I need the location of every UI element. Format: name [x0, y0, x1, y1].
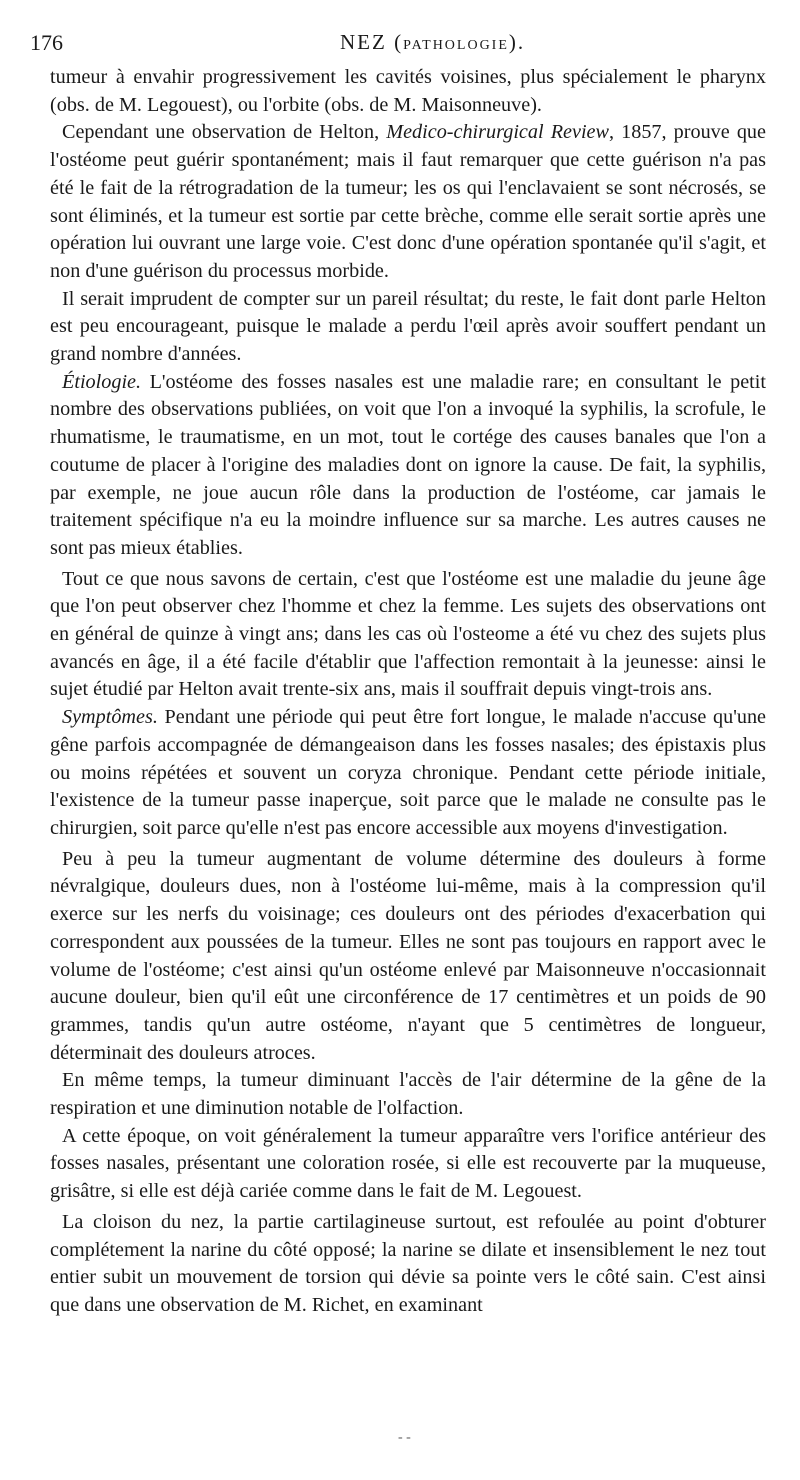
- paragraph: [50, 286, 766, 369]
- page-number: 176: [30, 30, 63, 55]
- paragraph-text: En même temps, la tumeur diminuant l'accès de l'air détermine de la gêne de la respiration et une diminution notable de l'olfaction.: [50, 1069, 766, 1120]
- paragraph-text: Pendant une période qui peut être fort longue, le malade n'accuse qu'une gêne parfois accompagnée de démangeaison dans les fosses nasales; des épistaxis plus ou moins répétées et souvent un coryza chronique. Pendant cette période initiale, l'existence de la tumeur passe inaperçue, soit parce que le malade ne consulte pas le chirurgien, soit parce qu'elle n'est pas encore accessible aux moyens d'investigation.: [50, 706, 766, 839]
- paragraph: [50, 704, 766, 843]
- italic-text: Medico-chirurgical Review: [386, 121, 609, 144]
- paragraph: [50, 1123, 766, 1206]
- italic-text: Symptômes.: [62, 706, 158, 729]
- paragraph: [50, 369, 766, 563]
- paragraph-text: Peu à peu la tumeur augmentant de volume détermine des douleurs à forme névralgique, douleurs dues, non à l'ostéome lui-même, mais à la compression qu'il exerce sur les nerfs du voisinage; ces douleurs ont des périodes d'exacerbation qui correspondent aux poussées de la tumeur. Elles ne sont pas toujours en rapport avec le volume de l'ostéome; c'est ainsi qu'un ostéome enlevé par Maisonneuve n'occasionnait aucune douleur, bien qu'il eût une circonférence de 17 centimètres et un poids de 90 grammes, tandis qu'un autre ostéome, n'ayant que 5 centimètres de longueur, déterminait des douleurs atroces.: [50, 847, 766, 1064]
- paragraph: [50, 64, 766, 119]
- page-header: [30, 30, 760, 60]
- paragraph-text: Tout ce que nous savons de certain, c'est que l'ostéome est une maladie du jeune âge que l'on peut observer chez l'homme et chez la femme. Les sujets des observations ont en général de quinze à vingt ans; dans les cas où l'osteome a été vu chez des sujets plus avancés en âge, il a été facile d'établir que l'affection remontait à la jeunesse: ainsi le sujet étudié par Helton avait trente-six ans, mais il souffrait depuis vingt-trois ans.: [50, 567, 766, 701]
- paragraph-text: , 1857, prouve que l'ostéome peut guérir spontanément; mais il faut remarquer que cette guérison n'a pas été le fait de la rétrogradation de la tumeur; les os qui l'enclavaient se sont nécrosés, se sont éliminés, et la tumeur est sortie par cette brèche, comme elle serait sortie après une opération lui ouvrant une large voie. C'est donc d'une opération spontanée qu'il s'agit, et non d'une guérison du processus morbide.: [50, 121, 766, 282]
- paragraph-text: L'ostéome des fosses nasales est une maladie rare; en consultant le petit nombre des observations publiées, on voit que l'on a invoqué la syphilis, la scrofule, le rhumatisme, le traumatisme, en un mot, tout le cortége des causes banales que l'on a coutume de placer à l'origine des maladies dont on ignore la cause. De fait, la syphilis, par exemple, ne joue aucun rôle dans la production de l'ostéome, car jamais le traitement spécifique n'a eu la moindre influence sur sa marche. Les autres causes ne sont pas mieux établies.: [50, 370, 766, 559]
- running-head: NEZ (PATHOLOGIE).: [340, 30, 526, 54]
- paragraph: [50, 1209, 766, 1320]
- paragraph-text: A cette époque, on voit généralement la tumeur apparaître vers l'orifice antérieur des fosses nasales, présentant une coloration rosée, si elle est recouverte par la muqueuse, grisâtre, si elle est déjà cariée comme dans le fait de M. Legouest.: [50, 1124, 766, 1203]
- running-head-title: NEZ: [340, 30, 387, 54]
- paragraph-text: Cependant une observation de Helton,: [62, 121, 387, 144]
- paragraph: [50, 846, 766, 1068]
- paragraph: [50, 119, 766, 285]
- paragraph: [50, 566, 766, 705]
- paragraph: [50, 1067, 766, 1122]
- paragraph-text: Il serait imprudent de compter sur un pareil résultat; du reste, le fait dont parle Helton est peu encourageant, puisque le malade a perdu l'œil après avoir souffert pendant un grand nombre d'années.: [50, 287, 766, 366]
- paragraph-text: tumeur à envahir progressivement les cavités voisines, plus spécialement le pharynx (obs. de M. Legouest), ou l'orbite (obs. de M. Maisonneuve).: [50, 66, 766, 116]
- italic-text: Étiologie.: [62, 370, 142, 393]
- running-head-subtitle: PATHOLOGIE: [403, 38, 509, 53]
- footer-mark: - -: [398, 1430, 411, 1445]
- paragraph-text: La cloison du nez, la partie cartilagineuse surtout, est refoulée au point d'obturer complétement la narine du côté opposé; la narine se dilate et insensiblement le nez tout entier subit un mouvement de torsion qui dévie sa pointe vers le côté sain. C'est ainsi que dans une observation de M. Richet, en examinant: [50, 1210, 766, 1316]
- body-text: [50, 64, 766, 1320]
